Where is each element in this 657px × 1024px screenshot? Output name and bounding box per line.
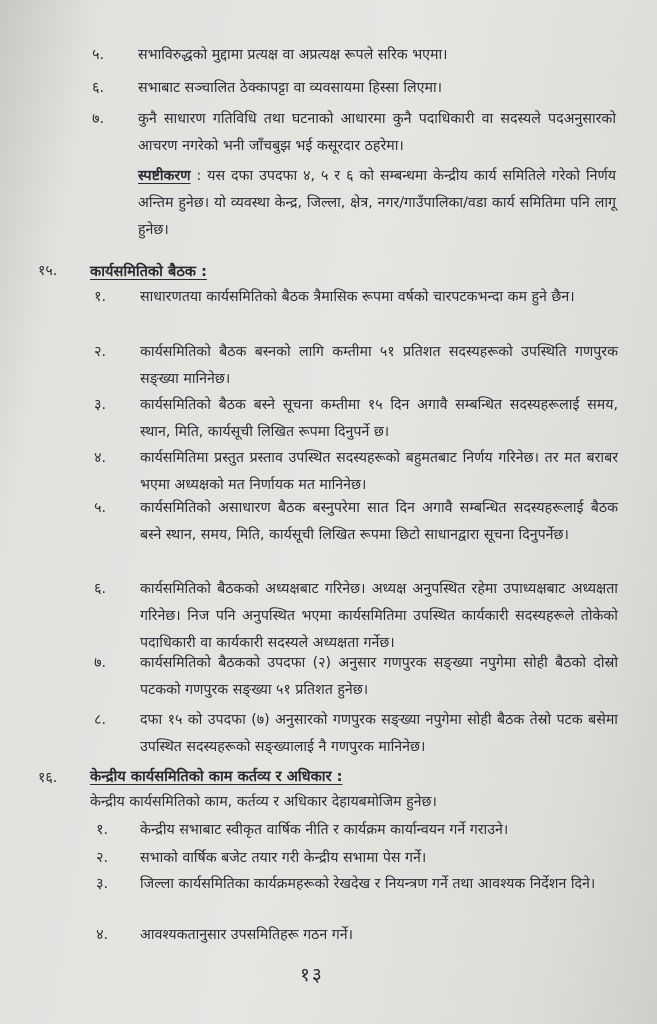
item-number: ४. <box>94 450 106 466</box>
item-text: जिल्ला कार्यसमितिका कार्यक्रमहरूको रेखदेख र नियन्त्रण गर्ने तथा आवश्यक निर्देशन दिने। <box>140 876 596 892</box>
page-number: १३ <box>300 964 324 986</box>
item-number: २. <box>94 344 106 360</box>
item-number: ६. <box>94 581 106 597</box>
item-text: सभाविरुद्धको मुद्दामा प्रत्यक्ष वा अप्रत्यक्ष रूपले सरिक भएमा। <box>138 47 448 63</box>
item-text: आवश्यकतानुसार उपसमितिहरू गठन गर्ने। <box>140 927 354 943</box>
item-number: ७. <box>94 655 106 671</box>
item-number: ४. <box>96 927 108 943</box>
item-text: दफा १५ को उपदफा (७) अनुसारको गणपुरक सङ्ख्या नपुगेमा सोही बैठक तेस्रो पटक बसेमा उपस्थित सदस्यहरूको सङ्ख्यालाई नै गणपुरक मानिनेछ। <box>140 712 618 755</box>
item-text: कार्यसमितिको बैठकको उपदफा (२) अनुसार गणपुरक सङ्ख्या नपुगेमा सोही बैठको दोस्रो पटकको गणपुरक सङ्ख्या ५१ प्रतिशत हुनेछ। <box>140 655 618 698</box>
item-number: १. <box>94 289 106 305</box>
item-text: कार्यसमितिको असाधारण बैठक बस्नुपरेमा सात दिन अगावै सम्बन्धित सदस्यहरूलाई बैठक बस्ने स्थान, समय, मिति, कार्यसूची लिखित रूपमा छिटो साधानद्वारा सूचना दिनुपर्नेछ। <box>140 500 618 543</box>
clarification-paragraph <box>138 163 616 244</box>
item-number: १. <box>96 822 108 838</box>
item-text: कार्यसमितिको बैठकको अध्यक्षबाट गरिनेछ। अध्यक्ष अनुपस्थित रहेमा उपाध्यक्षबाट अध्यक्षता गरिनेछ। निज पनि अनुपस्थित भएमा कार्यसमितिमा उपस्थित कार्यकारी सदस्यहरूले तोकेको पदाधिकारी वा कार्यकारी सदस्यले अध्यक्षता गर्नेछ। <box>140 581 618 651</box>
item-number: ७. <box>92 111 104 127</box>
item-number: ३. <box>96 876 108 892</box>
clarification-label: स्पष्टीकरण <box>138 168 191 184</box>
item-text: कुनै साधारण गतिविधि तथा घटनाको आधारमा कुनै पदाधिकारी वा सदस्यले पदअनुसारको आचरण नगरेको भनी जाँचबुझ भई कसूरदार ठहरेमा। <box>138 111 616 154</box>
clarification-text: : यस दफा उपदफा ४, ५ र ६ को सम्बन्धमा केन्द्रीय कार्य समितिले गरेको निर्णय अन्तिम हुनेछ। यो व्यवस्था केन्द्र, जिल्ला, क्षेत्र, नगर/गाउँपालिका/वडा कार्य समितिमा पनि लागू हुनेछ। <box>138 168 616 238</box>
item-text: सभाको वार्षिक बजेट तयार गरी केन्द्रीय सभामा पेस गर्ने। <box>140 850 427 866</box>
section-heading: केन्द्रीय कार्यसमितिको काम कर्तव्य र अधिकार : <box>90 768 343 785</box>
section-number: १६. <box>38 770 58 786</box>
item-text: साधारणतया कार्यसमितिको बैठक त्रैमासिक रूपमा वर्षको चारपटकभन्दा कम हुने छैन। <box>140 289 575 305</box>
item-number: ८. <box>94 712 106 728</box>
section-heading: कार्यसमितिको बैठक : <box>90 263 207 280</box>
item-text: सभाबाट सञ्चालित ठेक्कापट्टा वा व्यवसायमा हिस्सा लिएमा। <box>138 80 442 96</box>
section-intro: केन्द्रीय कार्यसमितिको काम, कर्तव्य र अधिकार देहायबमोजिम हुनेछ। <box>90 794 437 810</box>
item-text: कार्यसमितिको बैठक बस्ने सूचना कम्तीमा १५ दिन अगावै सम्बन्धित सदस्यहरूलाई समय, स्थान, मिति, कार्यसूची लिखित रूपमा दिनुपर्ने छ। <box>140 397 618 440</box>
item-text: केन्द्रीय सभाबाट स्वीकृत वार्षिक नीति र कार्यक्रम कार्यान्वयन गर्ने गराउने। <box>140 822 509 838</box>
item-text: कार्यसमितिको बैठक बस्नको लागि कम्तीमा ५१ प्रतिशत सदस्यहरूको उपस्थिति गणपुरक सङ्ख्या मानिनेछ। <box>140 344 618 387</box>
item-number: ५. <box>94 500 106 516</box>
section-number: १५. <box>38 263 58 279</box>
item-number: ६. <box>92 80 104 96</box>
item-number: ३. <box>94 397 106 413</box>
item-number: २. <box>96 850 108 866</box>
item-text: कार्यसमितिमा प्रस्तुत प्रस्ताव उपस्थित सदस्यहरूको बहुमतबाट निर्णय गरिनेछ। तर मत बराबर भएमा अध्यक्षको मत निर्णायक मत मानिनेछ। <box>140 450 618 493</box>
item-number: ५. <box>92 47 104 63</box>
